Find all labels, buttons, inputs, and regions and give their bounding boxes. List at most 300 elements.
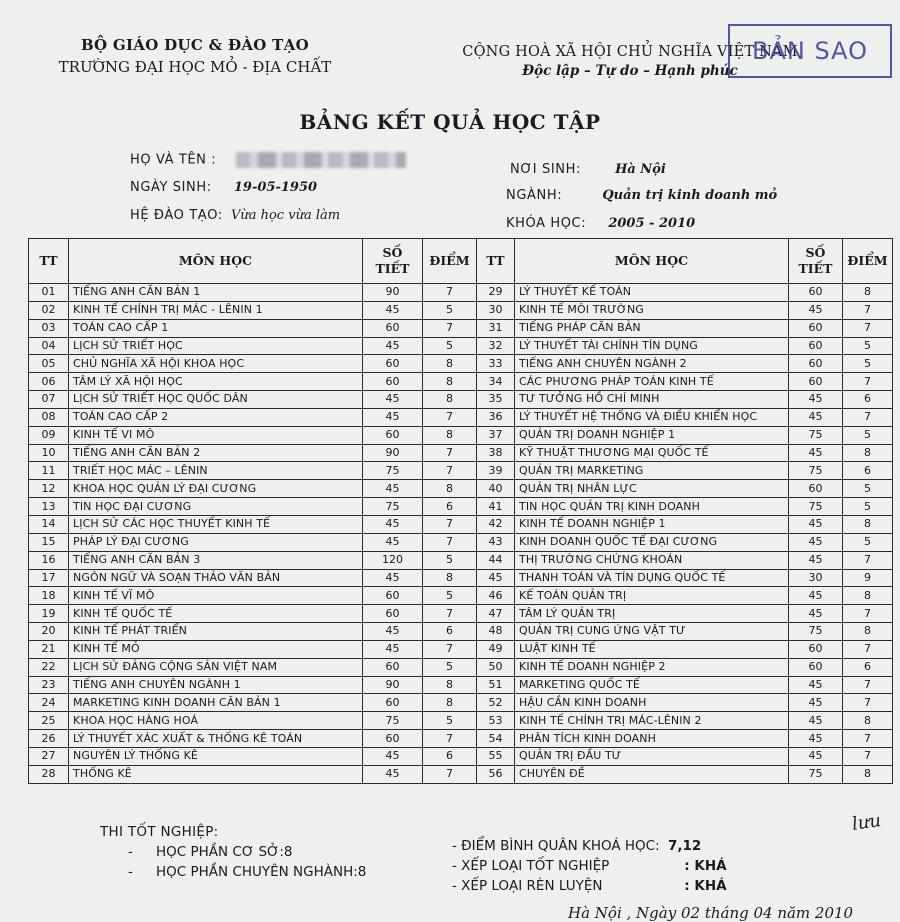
subject-hours: 90 bbox=[363, 676, 423, 694]
subject-score: 8 bbox=[843, 765, 893, 783]
grades-table bbox=[28, 238, 893, 784]
subject-score: 7 bbox=[423, 533, 477, 551]
national-motto: Độc lập – Tự do – Hạnh phúc bbox=[522, 63, 738, 79]
row-number: 07 bbox=[29, 391, 69, 409]
row-number: 35 bbox=[477, 391, 515, 409]
subject-hours: 30 bbox=[789, 569, 843, 587]
subject-hours: 45 bbox=[789, 587, 843, 605]
subject-name: TIẾNG ANH CĂN BẢN 2 bbox=[69, 444, 363, 462]
row-number: 12 bbox=[29, 480, 69, 498]
ministry-name: BỘ GIÁO DỤC & ĐÀO TẠO bbox=[81, 36, 309, 54]
major-value: Quản trị kinh doanh mỏ bbox=[602, 188, 778, 203]
conduct-value: : KHÁ bbox=[684, 878, 727, 894]
subject-score: 7 bbox=[843, 605, 893, 623]
subject-score: 5 bbox=[843, 337, 893, 355]
table-row bbox=[29, 337, 893, 355]
subject-score: 5 bbox=[423, 301, 477, 319]
row-number: 04 bbox=[29, 337, 69, 355]
subject-hours: 75 bbox=[789, 426, 843, 444]
table-row bbox=[29, 658, 893, 676]
copy-stamp: BẢN SAO bbox=[728, 24, 892, 78]
subject-score: 8 bbox=[843, 712, 893, 730]
row-number: 06 bbox=[29, 373, 69, 391]
subject-hours: 45 bbox=[363, 533, 423, 551]
subject-score: 8 bbox=[843, 623, 893, 641]
subject-score: 8 bbox=[843, 284, 893, 302]
col-tt-right: TT bbox=[477, 239, 515, 284]
row-number: 22 bbox=[29, 658, 69, 676]
subject-name: TOÁN CAO CẤP 1 bbox=[69, 319, 363, 337]
subject-hours: 60 bbox=[789, 658, 843, 676]
row-number: 09 bbox=[29, 426, 69, 444]
dob-line bbox=[130, 180, 317, 195]
subject-name: TIẾNG PHÁP CĂN BẢN bbox=[515, 319, 789, 337]
subject-name: KINH TẾ CHÍNH TRỊ MÁC-LÊNIN 2 bbox=[515, 712, 789, 730]
table-row bbox=[29, 587, 893, 605]
table-row bbox=[29, 569, 893, 587]
subject-score: 5 bbox=[843, 498, 893, 516]
col-tt-left: TT bbox=[29, 239, 69, 284]
republic-name: CỘNG HOÀ XÃ HỘI CHỦ NGHĨA VIỆT NAM bbox=[462, 44, 798, 60]
subject-hours: 45 bbox=[363, 391, 423, 409]
row-number: 25 bbox=[29, 712, 69, 730]
subject-name: HẬU CẦN KINH DOANH bbox=[515, 694, 789, 712]
subject-hours: 45 bbox=[363, 623, 423, 641]
subject-hours: 75 bbox=[363, 462, 423, 480]
table-row bbox=[29, 694, 893, 712]
grad-rank-row bbox=[452, 858, 727, 878]
subject-name: TÂM LÝ QUẢN TRỊ bbox=[515, 605, 789, 623]
grad-rank-label: - XẾP LOẠI TỐT NGHIỆP bbox=[452, 858, 610, 874]
subject-hours: 60 bbox=[789, 480, 843, 498]
subject-hours: 45 bbox=[789, 515, 843, 533]
subject-name: TIN HỌC QUẢN TRỊ KINH DOANH bbox=[515, 498, 789, 516]
major-line bbox=[506, 188, 777, 203]
table-row bbox=[29, 426, 893, 444]
row-number: 52 bbox=[477, 694, 515, 712]
subject-hours: 60 bbox=[363, 658, 423, 676]
subject-hours: 60 bbox=[363, 355, 423, 373]
subject-name: TIẾNG ANH CHUYÊN NGÀNH 2 bbox=[515, 355, 789, 373]
col-score-left: ĐIỂM bbox=[423, 239, 477, 284]
subject-name: KINH DOANH QUỐC TẾ ĐẠI CƯƠNG bbox=[515, 533, 789, 551]
subject-name: THỊ TRƯỜNG CHỨNG KHOÁN bbox=[515, 551, 789, 569]
birthplace-label: NƠI SINH: bbox=[510, 162, 581, 177]
subject-name: KINH TẾ DOANH NGHIỆP 2 bbox=[515, 658, 789, 676]
subject-name: LÝ THUYẾT KẾ TOÁN bbox=[515, 284, 789, 302]
subject-name: KINH TẾ VI MÔ bbox=[69, 426, 363, 444]
document-title: BẢNG KẾT QUẢ HỌC TẬP bbox=[299, 110, 601, 134]
gpa-label: - ĐIỂM BÌNH QUÂN KHOÁ HỌC: bbox=[452, 838, 660, 854]
table-row bbox=[29, 605, 893, 623]
subject-name: NGÔN NGỮ VÀ SOẠN THẢO VĂN BẢN bbox=[69, 569, 363, 587]
base-module: - HỌC PHẦN CƠ SỞ:8 bbox=[128, 844, 293, 860]
row-number: 47 bbox=[477, 605, 515, 623]
subject-hours: 60 bbox=[363, 730, 423, 748]
row-number: 18 bbox=[29, 587, 69, 605]
subject-hours: 60 bbox=[789, 355, 843, 373]
subject-name: LỊCH SỬ TRIẾT HỌC QUỐC DÂN bbox=[69, 391, 363, 409]
subject-hours: 60 bbox=[363, 426, 423, 444]
subject-hours: 45 bbox=[789, 408, 843, 426]
gpa-row bbox=[452, 838, 727, 858]
name-label: HỌ VÀ TÊN : bbox=[130, 152, 217, 168]
table-row bbox=[29, 765, 893, 783]
table-row bbox=[29, 533, 893, 551]
table-row bbox=[29, 408, 893, 426]
subject-score: 7 bbox=[843, 640, 893, 658]
subject-hours: 45 bbox=[789, 551, 843, 569]
row-number: 51 bbox=[477, 676, 515, 694]
subject-score: 8 bbox=[423, 426, 477, 444]
row-number: 21 bbox=[29, 640, 69, 658]
subject-name: TÂM LÝ XÃ HỘI HỌC bbox=[69, 373, 363, 391]
row-number: 45 bbox=[477, 569, 515, 587]
subject-score: 7 bbox=[423, 640, 477, 658]
table-row bbox=[29, 676, 893, 694]
row-number: 55 bbox=[477, 747, 515, 765]
table-row bbox=[29, 373, 893, 391]
subject-hours: 45 bbox=[789, 730, 843, 748]
subject-name: KHOA HỌC HÀNG HOÁ bbox=[69, 712, 363, 730]
row-number: 15 bbox=[29, 533, 69, 551]
table-row bbox=[29, 515, 893, 533]
subject-score: 5 bbox=[843, 355, 893, 373]
row-number: 01 bbox=[29, 284, 69, 302]
row-number: 03 bbox=[29, 319, 69, 337]
subject-hours: 75 bbox=[789, 623, 843, 641]
subject-name: PHÁP LÝ ĐẠI CƯƠNG bbox=[69, 533, 363, 551]
subject-hours: 60 bbox=[363, 373, 423, 391]
row-number: 49 bbox=[477, 640, 515, 658]
subject-hours: 60 bbox=[789, 284, 843, 302]
subject-score: 9 bbox=[843, 569, 893, 587]
subject-hours: 60 bbox=[363, 587, 423, 605]
subject-score: 7 bbox=[423, 462, 477, 480]
subject-hours: 75 bbox=[363, 498, 423, 516]
subject-name: QUẢN TRỊ CUNG ỨNG VẬT TƯ bbox=[515, 623, 789, 641]
row-number: 10 bbox=[29, 444, 69, 462]
row-number: 39 bbox=[477, 462, 515, 480]
major-module: - HỌC PHẦN CHUYÊN NGHÀNH:8 bbox=[128, 864, 367, 880]
table-row bbox=[29, 319, 893, 337]
subject-hours: 45 bbox=[789, 676, 843, 694]
subject-score: 8 bbox=[423, 355, 477, 373]
subject-hours: 60 bbox=[789, 319, 843, 337]
subject-hours: 45 bbox=[363, 765, 423, 783]
subject-hours: 45 bbox=[363, 569, 423, 587]
table-row bbox=[29, 462, 893, 480]
subject-score: 5 bbox=[843, 426, 893, 444]
name-line bbox=[130, 152, 406, 168]
subject-name: MARKETING KINH DOANH CĂN BẢN 1 bbox=[69, 694, 363, 712]
row-number: 23 bbox=[29, 676, 69, 694]
subject-name: QUẢN TRỊ NHÂN LỰC bbox=[515, 480, 789, 498]
subject-score: 7 bbox=[423, 605, 477, 623]
table-row bbox=[29, 444, 893, 462]
subject-name: CHUYÊN ĐỀ bbox=[515, 765, 789, 783]
subject-score: 8 bbox=[423, 694, 477, 712]
subject-name: TIN HỌC ĐẠI CƯƠNG bbox=[69, 498, 363, 516]
subject-score: 5 bbox=[423, 587, 477, 605]
subject-name: KINH TẾ MỎ bbox=[69, 640, 363, 658]
subject-hours: 60 bbox=[789, 337, 843, 355]
subject-score: 7 bbox=[843, 747, 893, 765]
grades-body bbox=[29, 284, 893, 784]
subject-hours: 60 bbox=[789, 373, 843, 391]
table-row bbox=[29, 747, 893, 765]
base-module-label: HỌC PHẦN CƠ SỞ:8 bbox=[156, 844, 293, 860]
row-number: 50 bbox=[477, 658, 515, 676]
subject-hours: 60 bbox=[363, 319, 423, 337]
subject-name: LÝ THUYẾT TÀI CHÍNH TÍN DỤNG bbox=[515, 337, 789, 355]
subject-score: 7 bbox=[423, 408, 477, 426]
subject-hours: 60 bbox=[363, 605, 423, 623]
result-summary bbox=[452, 838, 727, 898]
row-number: 08 bbox=[29, 408, 69, 426]
table-row bbox=[29, 640, 893, 658]
subject-name: QUẢN TRỊ ĐẦU TƯ bbox=[515, 747, 789, 765]
birthplace-line bbox=[510, 162, 666, 177]
subject-hours: 45 bbox=[789, 444, 843, 462]
gpa-value: 7,12 bbox=[667, 838, 702, 854]
subject-score: 5 bbox=[423, 712, 477, 730]
subject-score: 8 bbox=[423, 391, 477, 409]
subject-score: 7 bbox=[423, 284, 477, 302]
subject-name: KINH TẾ DOANH NGHIỆP 1 bbox=[515, 515, 789, 533]
row-number: 14 bbox=[29, 515, 69, 533]
row-number: 20 bbox=[29, 623, 69, 641]
program-value: Vừa học vừa làm bbox=[230, 208, 341, 223]
subject-name: THỐNG KÊ bbox=[69, 765, 363, 783]
subject-hours: 45 bbox=[789, 391, 843, 409]
course-value: 2005 - 2010 bbox=[608, 216, 696, 231]
subject-name: KINH TẾ QUỐC TẾ bbox=[69, 605, 363, 623]
subject-score: 6 bbox=[423, 498, 477, 516]
subject-hours: 45 bbox=[363, 515, 423, 533]
major-label: NGÀNH: bbox=[506, 188, 563, 203]
subject-name: LUẬT KINH TẾ bbox=[515, 640, 789, 658]
subject-score: 7 bbox=[843, 694, 893, 712]
row-number: 13 bbox=[29, 498, 69, 516]
row-number: 27 bbox=[29, 747, 69, 765]
subject-name: TƯ TƯỞNG HỒ CHÍ MINH bbox=[515, 391, 789, 409]
place-date: Hà Nội , Ngày 02 tháng 04 năm 2010 bbox=[568, 904, 854, 922]
row-number: 24 bbox=[29, 694, 69, 712]
subject-name: TIẾNG ANH CĂN BẢN 1 bbox=[69, 284, 363, 302]
grad-rank-value: : KHÁ bbox=[684, 858, 727, 874]
row-number: 42 bbox=[477, 515, 515, 533]
conduct-label: - XẾP LOẠI RÈN LUYỆN bbox=[452, 878, 603, 894]
subject-hours: 45 bbox=[789, 301, 843, 319]
subject-score: 6 bbox=[423, 623, 477, 641]
subject-name: THANH TOÁN VÀ TÍN DỤNG QUỐC TẾ bbox=[515, 569, 789, 587]
subject-score: 8 bbox=[843, 444, 893, 462]
row-number: 33 bbox=[477, 355, 515, 373]
subject-hours: 45 bbox=[363, 640, 423, 658]
course-label: KHÓA HỌC: bbox=[506, 216, 587, 231]
subject-hours: 120 bbox=[363, 551, 423, 569]
subject-hours: 45 bbox=[789, 712, 843, 730]
subject-score: 7 bbox=[843, 301, 893, 319]
subject-score: 8 bbox=[843, 515, 893, 533]
subject-score: 8 bbox=[423, 676, 477, 694]
table-row bbox=[29, 301, 893, 319]
table-row bbox=[29, 498, 893, 516]
row-number: 54 bbox=[477, 730, 515, 748]
subject-hours: 45 bbox=[789, 605, 843, 623]
subject-name: LỊCH SỬ CÁC HỌC THUYẾT KINH TẾ bbox=[69, 515, 363, 533]
birthplace-value: Hà Nội bbox=[615, 162, 666, 177]
table-row bbox=[29, 391, 893, 409]
subject-hours: 45 bbox=[789, 533, 843, 551]
subject-hours: 75 bbox=[363, 712, 423, 730]
program-line bbox=[130, 208, 340, 223]
subject-score: 7 bbox=[843, 551, 893, 569]
subject-hours: 45 bbox=[789, 694, 843, 712]
row-number: 53 bbox=[477, 712, 515, 730]
subject-score: 8 bbox=[423, 569, 477, 587]
subject-score: 7 bbox=[843, 730, 893, 748]
conduct-row bbox=[452, 878, 727, 898]
row-number: 05 bbox=[29, 355, 69, 373]
row-number: 41 bbox=[477, 498, 515, 516]
subject-name: NGUYÊN LÝ THỐNG KÊ bbox=[69, 747, 363, 765]
row-number: 48 bbox=[477, 623, 515, 641]
subject-score: 5 bbox=[423, 337, 477, 355]
row-number: 40 bbox=[477, 480, 515, 498]
subject-name: LỊCH SỬ ĐẢNG CỘNG SẢN VIỆT NAM bbox=[69, 658, 363, 676]
subject-name: LÝ THUYẾT HỆ THỐNG VÀ ĐIỀU KHIỂN HỌC bbox=[515, 408, 789, 426]
col-subject-right: MÔN HỌC bbox=[515, 239, 789, 284]
row-number: 28 bbox=[29, 765, 69, 783]
subject-score: 8 bbox=[843, 587, 893, 605]
course-line bbox=[506, 216, 695, 231]
row-number: 19 bbox=[29, 605, 69, 623]
table-row bbox=[29, 480, 893, 498]
dob-label: NGÀY SINH: bbox=[130, 180, 212, 195]
subject-hours: 45 bbox=[789, 747, 843, 765]
subject-score: 7 bbox=[423, 765, 477, 783]
subject-score: 6 bbox=[843, 658, 893, 676]
program-label: HỆ ĐÀO TẠO: bbox=[130, 208, 223, 223]
subject-score: 6 bbox=[843, 462, 893, 480]
subject-score: 7 bbox=[843, 676, 893, 694]
subject-name: CHỦ NGHĨA XÃ HỘI KHOA HỌC bbox=[69, 355, 363, 373]
subject-score: 7 bbox=[423, 730, 477, 748]
table-row bbox=[29, 551, 893, 569]
subject-hours: 75 bbox=[789, 462, 843, 480]
subject-name: TIẾNG ANH CĂN BẢN 3 bbox=[69, 551, 363, 569]
subject-score: 6 bbox=[423, 747, 477, 765]
row-number: 56 bbox=[477, 765, 515, 783]
col-score-right: ĐIỂM bbox=[843, 239, 893, 284]
subject-hours: 90 bbox=[363, 284, 423, 302]
row-number: 17 bbox=[29, 569, 69, 587]
subject-hours: 45 bbox=[363, 337, 423, 355]
row-number: 37 bbox=[477, 426, 515, 444]
subject-hours: 45 bbox=[363, 408, 423, 426]
subject-score: 8 bbox=[423, 373, 477, 391]
subject-score: 5 bbox=[423, 658, 477, 676]
row-number: 43 bbox=[477, 533, 515, 551]
row-number: 29 bbox=[477, 284, 515, 302]
subject-name: KẾ TOÁN QUẢN TRỊ bbox=[515, 587, 789, 605]
subject-hours: 45 bbox=[363, 480, 423, 498]
table-row bbox=[29, 355, 893, 373]
row-number: 16 bbox=[29, 551, 69, 569]
issuer-header bbox=[40, 36, 350, 76]
subject-hours: 60 bbox=[363, 694, 423, 712]
subject-hours: 45 bbox=[363, 301, 423, 319]
row-number: 44 bbox=[477, 551, 515, 569]
row-number: 26 bbox=[29, 730, 69, 748]
subject-name: KINH TẾ MÔI TRƯỜNG bbox=[515, 301, 789, 319]
subject-name: TRIẾT HỌC MÁC – LÊNIN bbox=[69, 462, 363, 480]
row-number: 36 bbox=[477, 408, 515, 426]
table-row bbox=[29, 712, 893, 730]
row-number: 34 bbox=[477, 373, 515, 391]
signature: lưu bbox=[850, 810, 883, 835]
subject-name: LÝ THUYẾT XÁC XUẤT & THỐNG KÊ TOÁN bbox=[69, 730, 363, 748]
row-number: 31 bbox=[477, 319, 515, 337]
subject-name: KHOA HỌC QUẢN LÝ ĐẠI CƯƠNG bbox=[69, 480, 363, 498]
row-number: 30 bbox=[477, 301, 515, 319]
table-row bbox=[29, 730, 893, 748]
row-number: 32 bbox=[477, 337, 515, 355]
university-name: TRƯỜNG ĐẠI HỌC MỎ - ĐỊA CHẤT bbox=[58, 58, 332, 76]
table-row bbox=[29, 623, 893, 641]
subject-name: KINH TẾ PHÁT TRIỂN bbox=[69, 623, 363, 641]
subject-name: TOÁN CAO CẤP 2 bbox=[69, 408, 363, 426]
subject-name: LỊCH SỬ TRIẾT HỌC bbox=[69, 337, 363, 355]
subject-name: MARKETING QUỐC TẾ bbox=[515, 676, 789, 694]
col-hours-right: SỐ TIẾT bbox=[789, 239, 843, 284]
subject-score: 6 bbox=[843, 391, 893, 409]
subject-score: 7 bbox=[843, 319, 893, 337]
name-redacted bbox=[236, 152, 406, 168]
subject-name: PHÂN TÍCH KINH DOANH bbox=[515, 730, 789, 748]
subject-name: TIẾNG ANH CHUYÊN NGÀNH 1 bbox=[69, 676, 363, 694]
subject-score: 8 bbox=[423, 480, 477, 498]
subject-name: KỸ THUẬT THƯƠNG MẠI QUỐC TẾ bbox=[515, 444, 789, 462]
table-row bbox=[29, 284, 893, 302]
subject-score: 5 bbox=[423, 551, 477, 569]
subject-score: 5 bbox=[843, 533, 893, 551]
col-subject-left: MÔN HỌC bbox=[69, 239, 363, 284]
col-hours-left: SỐ TIẾT bbox=[363, 239, 423, 284]
subject-name: KINH TẾ CHÍNH TRỊ MÁC - LÊNIN 1 bbox=[69, 301, 363, 319]
subject-score: 5 bbox=[843, 480, 893, 498]
row-number: 46 bbox=[477, 587, 515, 605]
table-header-row bbox=[29, 239, 893, 284]
subject-score: 7 bbox=[843, 373, 893, 391]
dob-value: 19-05-1950 bbox=[233, 180, 318, 195]
subject-hours: 75 bbox=[789, 765, 843, 783]
subject-name: QUẢN TRỊ MARKETING bbox=[515, 462, 789, 480]
row-number: 11 bbox=[29, 462, 69, 480]
subject-score: 7 bbox=[423, 444, 477, 462]
subject-hours: 75 bbox=[789, 498, 843, 516]
major-module-label: HỌC PHẦN CHUYÊN NGHÀNH:8 bbox=[156, 864, 367, 880]
subject-name: KINH TẾ VĨ MÔ bbox=[69, 587, 363, 605]
subject-name: CÁC PHƯƠNG PHÁP TOÁN KINH TẾ bbox=[515, 373, 789, 391]
subject-hours: 90 bbox=[363, 444, 423, 462]
subject-score: 7 bbox=[423, 319, 477, 337]
row-number: 38 bbox=[477, 444, 515, 462]
subject-score: 7 bbox=[843, 408, 893, 426]
subject-score: 7 bbox=[423, 515, 477, 533]
